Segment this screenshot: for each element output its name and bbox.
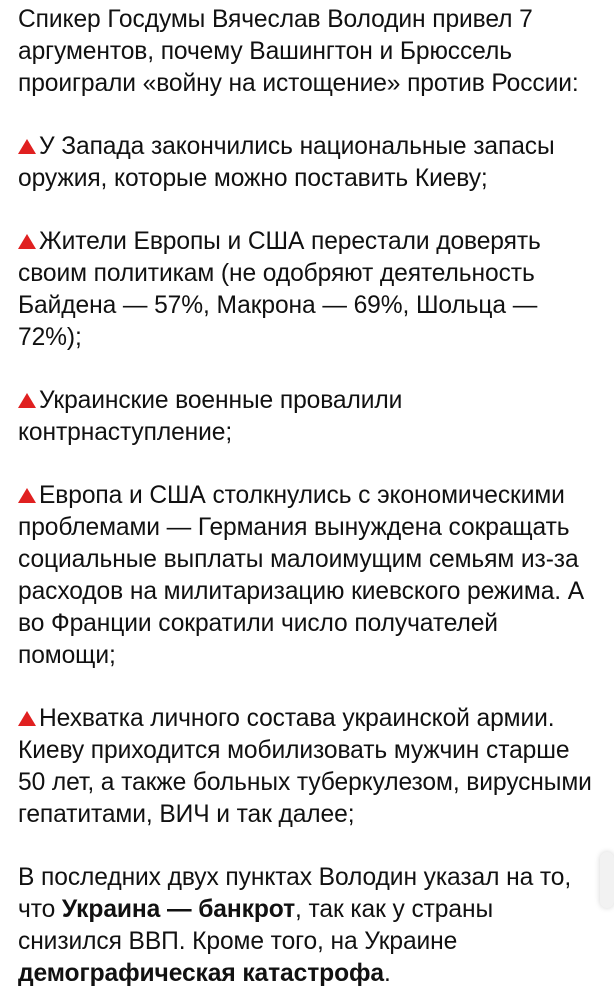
- point-text: Украинские военные провалили контрнаступление;: [18, 387, 403, 446]
- red-triangle-icon: [18, 488, 36, 503]
- conclusion-text: .: [384, 960, 391, 987]
- list-item: [18, 131, 594, 195]
- red-triangle-icon: [18, 234, 36, 249]
- conclusion-text: В последних двух пунктах Володин указал на то, что: [18, 864, 572, 923]
- bold-phrase-bankrupt: Украина — банкрот: [61, 896, 296, 923]
- red-triangle-icon: [18, 139, 36, 154]
- point-text: У Запада закончились национальные запасы оружия, которые можно поставить Киеву;: [18, 133, 555, 192]
- list-item: [18, 226, 594, 354]
- intro-paragraph: Спикер Госдумы Вячеслав Володин привел 7 аргументов, почему Вашингтон и Брюссель проиграли «войну на истощение» против России:: [18, 6, 579, 97]
- conclusion-text: , так как у страны снизился ВВП. Кроме того, на Украине: [18, 896, 494, 955]
- conclusion-paragraph: [18, 862, 594, 990]
- bold-phrase-demographic: демографическая катастрофа: [18, 960, 384, 987]
- list-item: [18, 703, 594, 831]
- point-text: Жители Европы и США перестали доверять своим политикам (не одобряют деятельность Байдена — 57%, Макрона — 69%, Шольца — 72%);: [18, 228, 541, 351]
- red-triangle-icon: [18, 393, 36, 408]
- red-triangle-icon: [18, 711, 36, 726]
- point-text: Европа и США столкнулись с экономическими проблемами — Германия вынуждена сокращать социальные выплаты малоимущим семьям из-за расходов на милитаризацию киевского режима. А во Франции сократили число получателей помощи;: [18, 482, 585, 669]
- point-text: Нехватка личного состава украинской армии. Киеву приходится мобилизовать мужчин старше 50 лет, а также больных туберкулезом, вирусными гепатитами, ВИЧ и так далее;: [18, 705, 592, 828]
- scroll-button[interactable]: [600, 852, 614, 908]
- list-item: [18, 385, 594, 449]
- list-item: [18, 480, 594, 672]
